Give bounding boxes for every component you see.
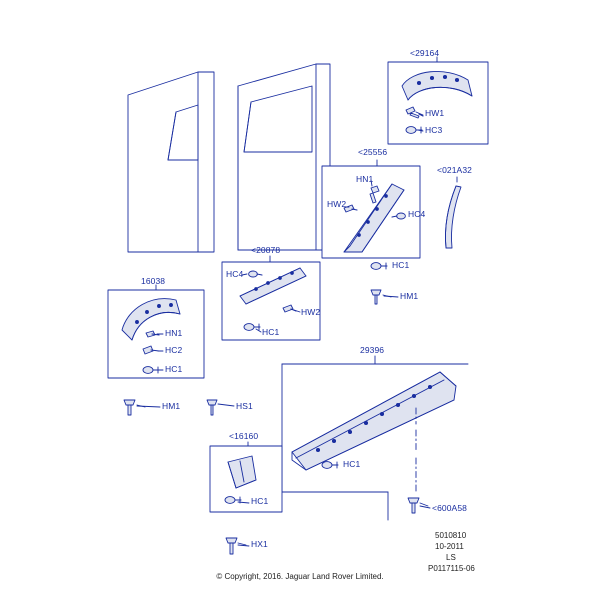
label-hw1-a: HW1: [425, 108, 445, 118]
label-hc1-c: HC1: [165, 364, 183, 374]
label-hw2-a: HW2: [327, 199, 347, 209]
footer-drawing-number: 5010810: [435, 531, 467, 540]
label-hc4-b: HC4: [226, 269, 244, 279]
label-021a32: <021A32: [437, 165, 472, 175]
label-25556: <25556: [358, 147, 388, 157]
label-20878: <20878: [251, 245, 281, 255]
footer-model-code: LS: [446, 553, 456, 562]
part-hc1-a: [371, 263, 387, 270]
label-hm1-a: HM1: [400, 291, 419, 301]
part-hm1-b: [124, 400, 145, 415]
label-hn1-a: HN1: [356, 174, 374, 184]
part-600a58: [408, 498, 428, 513]
label-29164: <29164: [410, 48, 440, 58]
part-hx1: [226, 538, 246, 554]
label-hs1: HS1: [236, 401, 253, 411]
box-16160: [210, 446, 282, 512]
part-29396: [282, 364, 468, 520]
part-021a32: [445, 186, 461, 248]
label-hc1-b: HC1: [262, 327, 280, 337]
label-hc1-d: HC1: [343, 459, 361, 469]
label-600a58: <600A58: [432, 503, 467, 513]
label-hm1-b: HM1: [162, 401, 181, 411]
label-hc4-a: HC4: [408, 209, 426, 219]
label-hc2: HC2: [165, 345, 183, 355]
part-hm1-a: [371, 290, 391, 304]
part-hs1: [207, 400, 217, 415]
footer-part-reference: P0117115-06: [428, 564, 475, 573]
rear-door-outline: [238, 64, 330, 250]
label-16160: <16160: [229, 431, 259, 441]
label-hw2-b: HW2: [301, 307, 321, 317]
label-29396: 29396: [360, 345, 385, 355]
copyright-notice: © Copyright, 2016. Jaguar Land Rover Limited.: [216, 572, 384, 581]
part-hc1-d: [322, 462, 338, 469]
footer-date: 10-2011: [435, 542, 464, 551]
front-door-outline: [128, 72, 214, 252]
label-hc1-a: HC1: [392, 260, 410, 270]
box-16038: [108, 290, 204, 378]
label-hc1-e: HC1: [251, 496, 269, 506]
label-hn1-b: HN1: [165, 328, 183, 338]
label-hc3: HC3: [425, 125, 443, 135]
label-hx1: HX1: [251, 539, 268, 549]
label-16038: 16038: [141, 276, 166, 286]
